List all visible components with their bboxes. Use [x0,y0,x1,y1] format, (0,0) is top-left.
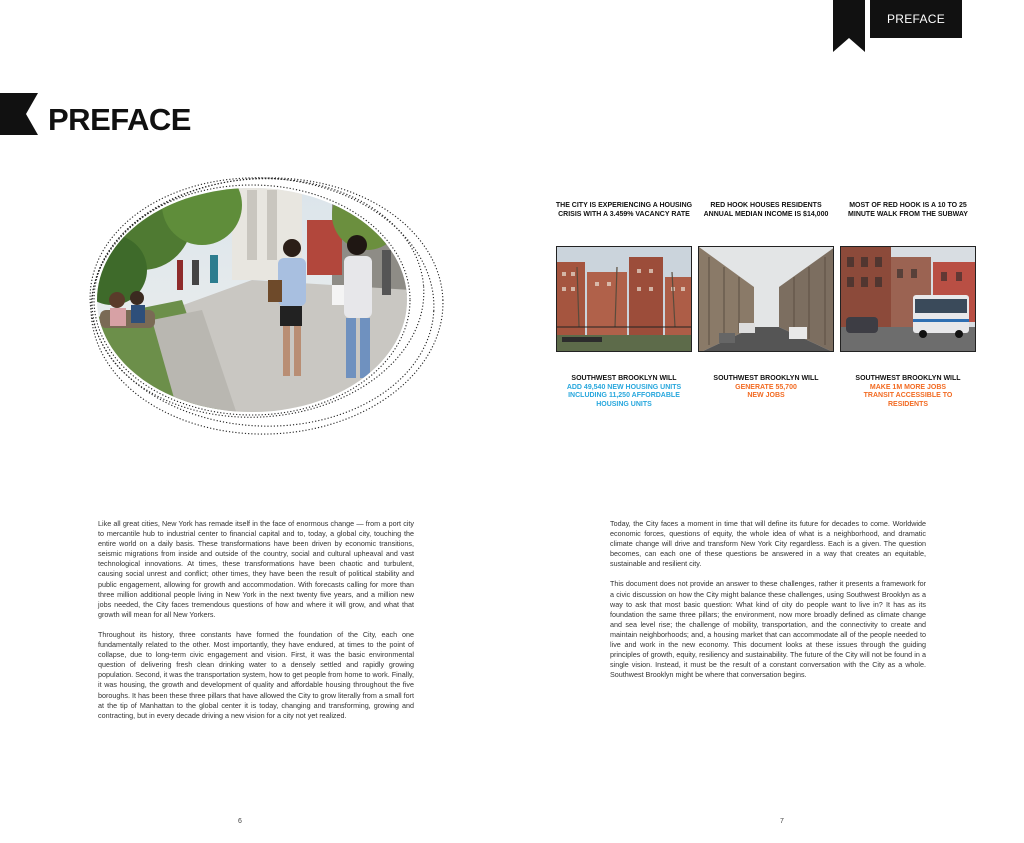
red-hook-houses-photo [556,246,692,352]
stat-lead: SOUTHWEST BROOKLYN WILL [571,375,677,382]
page-number-left: 6 [238,818,242,825]
stat-lead: SOUTHWEST BROOKLYN WILL [713,375,819,382]
red-hook-street-photo [698,246,834,352]
stat-top-income: RED HOOK HOUSES RESIDENTS ANNUAL MEDIAN INCOME IS $14,000 [703,202,829,218]
left-body-text [98,519,414,731]
stat-highlight: MAKE 1M MORE JOBS TRANSIT ACCESSIBLE TO RESIDENTS [863,383,953,408]
page-title: PREFACE [48,102,191,137]
hero-street-photo [82,160,446,444]
paragraph: Today, the City faces a moment in time that will define its future for decades to come. Worldwide economic forces, questions of equity, the whole idea of what is a neighborhood, and dramatic climate change will drive and transform New York City regardless. Each is a given. The question becomes, can each one of these questions be answered in a way that creates an equitable, sustainable and resilient city. [610,519,926,569]
paragraph: Throughout its history, three constants have formed the foundation of the City, each one fundamentally related to the other. Most importantly, they have endured, at times to the point of collapse, due to long-term civic engagement and vision. First, it was the basic environmental question of delivering fresh clean drinking water to a densely settled and rapidly growing population. Second, it was the transportation system, how to get people from home to work. Finally, it was housing, the growth and development of quality and affordable housing throughout the five boroughs. It has been these three pillars that have allowed the City to grow literally from a small fort at the tip of Manhattan to the global center it is today, changing and transforming, growing and contracting, but in every decade driving a new vision for a city not yet realized. [98,629,415,720]
stat-jobs-goal [696,375,836,401]
bus-street-photo [840,246,976,352]
paragraph: Like all great cities, New York has remade itself in the face of enormous change — from a port city to mercantile hub to industrial center to financial capital and to, today, a global city, touching the entire world on a daily basis. These transformations have been driven by economic transitions, seismic migrations from inside and outside of the country, social and cultural upheaval and vast technological innovations. At times, these transformations have been chaotic and turbulent, causing social unrest and conflict; other times, they have been the result of political stability and public engagement, allowing for growth and accommodation. With forecasts calling for more than three million additional people living in New York in the next twenty five years, and a million new jobs needed, the City faces tremendous questions of how and where it will grow, and what that growth will mean for all New Yorkers. [98,519,414,619]
stat-top-housing: THE CITY IS EXPERIENCING A HOUSING CRISIS WITH A 3.459% VACANCY RATE [555,202,693,218]
stat-highlight: GENERATE 55,700 NEW JOBS [735,383,797,399]
paragraph: This document does not provide an answer to these challenges, rather it presents a framework for a civic discussion on how the City might balance these challenges, using Southwest Brooklyn as a way to ask that most basic question: What kind of city do people want to live in? It has as its foundation the same three pillars; the environment, now more broadly defined as climate change and sea level rise; the challenge of mobility, transportation, and the connectivity to create and maintain neighborhoods; and, a housing market that can accommodate all of the people needed to live and work in the new economy. This document looks at these issues through the guiding principles of growth, equity, resiliency and sustainability. The future of the City will not be found in a single vision. Instead, it must be the result of a constant conversation with the City as a whole. Southwest Brooklyn might be where that conversation begins. [610,579,926,680]
stat-top-transit: MOST OF RED HOOK IS A 10 TO 25 MINUTE WALK FROM THE SUBWAY [848,202,968,218]
section-tab[interactable]: PREFACE [870,0,962,38]
bookmark-icon [833,0,865,52]
stat-lead: SOUTHWEST BROOKLYN WILL [855,375,961,382]
page-number-right: 7 [780,818,784,825]
stat-transit-goal [838,375,978,409]
stat-highlight: ADD 49,540 NEW HOUSING UNITS INCLUDING 11,250 AFFORDABLE HOUSING UNITS [566,383,682,408]
title-arrow-icon [0,93,38,135]
stat-housing-goal [554,375,694,409]
right-body-text [610,519,926,690]
